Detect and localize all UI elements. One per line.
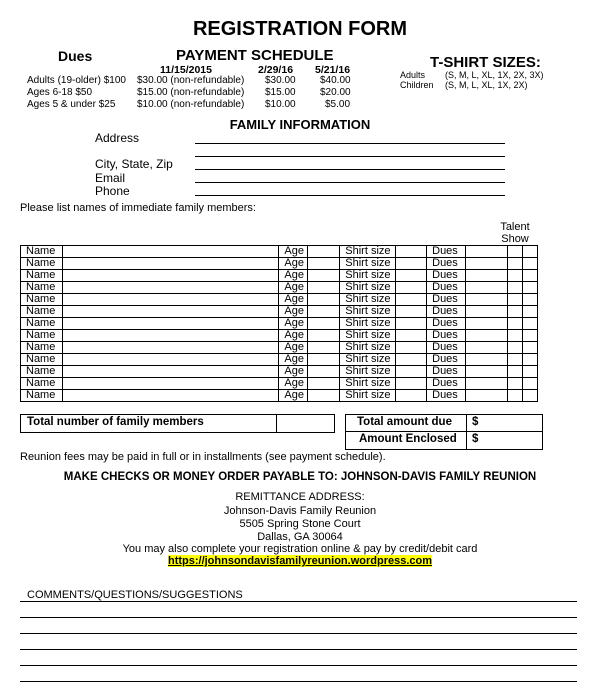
dues-label: Dues: [427, 246, 466, 258]
shirt-size-input[interactable]: [396, 342, 427, 354]
dues-label: Dues: [427, 366, 466, 378]
dues-label: Dues: [427, 258, 466, 270]
age-label: Age: [279, 270, 308, 282]
schedule-cell: $20.00: [320, 87, 351, 98]
shirt-size-input[interactable]: [396, 318, 427, 330]
name-input[interactable]: [62, 258, 278, 270]
name-label: Name: [21, 366, 63, 378]
tshirt-heading: T-SHIRT SIZES:: [430, 54, 541, 71]
talent-show-input[interactable]: [522, 318, 537, 330]
age-label: Age: [279, 390, 308, 402]
comments-line[interactable]: [20, 633, 577, 634]
dues-input[interactable]: [466, 318, 508, 330]
talent-show-input[interactable]: [507, 366, 522, 378]
name-input[interactable]: [62, 366, 278, 378]
comments-line[interactable]: [20, 617, 577, 618]
dues-input[interactable]: [466, 366, 508, 378]
name-input[interactable]: [62, 294, 278, 306]
name-input[interactable]: [62, 246, 278, 258]
table-row: [21, 318, 538, 330]
name-label: Name: [21, 378, 63, 390]
talent-show-input[interactable]: [522, 246, 537, 258]
age-input[interactable]: [308, 390, 340, 402]
talent-show-input[interactable]: [507, 354, 522, 366]
total-members-input[interactable]: [278, 415, 332, 431]
shirt-size-input[interactable]: [396, 246, 427, 258]
table-row: [21, 342, 538, 354]
name-label: Name: [21, 246, 63, 258]
shirt-size-label: Shirt size: [340, 246, 396, 258]
phone-label: Phone: [95, 184, 130, 198]
dues-label: Dues: [427, 270, 466, 282]
schedule-cell: $10.00 (non-refundable): [137, 99, 245, 110]
name-input[interactable]: [62, 270, 278, 282]
dues-row: Adults (19-older) $100: [27, 75, 126, 86]
remittance-city: Dallas, GA 30064: [257, 531, 343, 543]
talent-show-input[interactable]: [522, 306, 537, 318]
talent-show-input[interactable]: [522, 390, 537, 402]
name-input[interactable]: [62, 306, 278, 318]
table-row: [21, 282, 538, 294]
comments-line[interactable]: [20, 601, 577, 602]
dues-label: Dues: [427, 342, 466, 354]
shirt-size-label: Shirt size: [340, 318, 396, 330]
shirt-size-input[interactable]: [396, 294, 427, 306]
dues-row: Ages 6-18 $50: [27, 87, 93, 98]
age-label: Age: [279, 246, 308, 258]
dues-label: Dues: [427, 306, 466, 318]
dues-heading: Dues: [58, 48, 93, 64]
dues-input[interactable]: [466, 258, 508, 270]
shirt-size-input[interactable]: [396, 270, 427, 282]
age-input[interactable]: [308, 306, 340, 318]
name-label: Name: [21, 354, 63, 366]
shirt-size-label: Shirt size: [340, 390, 396, 402]
table-row: [21, 354, 538, 366]
city-line[interactable]: [195, 169, 505, 170]
age-label: Age: [279, 342, 308, 354]
age-input[interactable]: [308, 282, 340, 294]
dues-input[interactable]: [466, 270, 508, 282]
schedule-cell: $5.00: [325, 99, 351, 110]
remittance-heading: REMITTANCE ADDRESS:: [235, 491, 365, 503]
name-label: Name: [21, 294, 63, 306]
shirt-size-input[interactable]: [396, 354, 427, 366]
dues-input[interactable]: [466, 246, 508, 258]
age-label: Age: [279, 318, 308, 330]
table-row: [21, 246, 538, 258]
name-input[interactable]: [62, 330, 278, 342]
talent-show-input[interactable]: [522, 294, 537, 306]
name-label: Name: [21, 342, 63, 354]
age-label: Age: [279, 378, 308, 390]
age-label: Age: [279, 366, 308, 378]
table-row: [21, 366, 538, 378]
table-row: [21, 294, 538, 306]
amount-enclosed-currency[interactable]: $: [472, 433, 479, 445]
comments-line[interactable]: [20, 649, 577, 650]
shirt-size-input[interactable]: [396, 330, 427, 342]
name-label: Name: [21, 258, 63, 270]
total-members-divider: [276, 414, 277, 432]
address-line-1[interactable]: [195, 143, 505, 144]
name-label: Name: [21, 330, 63, 342]
shirt-size-input[interactable]: [396, 258, 427, 270]
talent-show-input[interactable]: [522, 354, 537, 366]
schedule-cell: $30.00: [265, 75, 296, 86]
comments-label: COMMENTS/QUESTIONS/SUGGESTIONS: [27, 589, 243, 601]
talent-show-input[interactable]: [522, 282, 537, 294]
schedule-cell: $15.00 (non-refundable): [137, 87, 245, 98]
shirt-size-label: Shirt size: [340, 258, 396, 270]
installment-note: Reunion fees may be paid in full or in installments (see payment schedule).: [20, 451, 386, 463]
shirt-size-label: Shirt size: [340, 282, 396, 294]
shirt-size-label: Shirt size: [340, 342, 396, 354]
talent-show-input[interactable]: [522, 378, 537, 390]
talent-show-input[interactable]: [507, 282, 522, 294]
comments-line[interactable]: [20, 665, 577, 666]
name-label: Name: [21, 306, 63, 318]
age-input[interactable]: [308, 366, 340, 378]
dues-label: Dues: [427, 354, 466, 366]
dues-label: Dues: [427, 378, 466, 390]
name-input[interactable]: [62, 318, 278, 330]
dues-input[interactable]: [466, 378, 508, 390]
talent-show-input[interactable]: [507, 246, 522, 258]
total-members-label: Total number of family members: [27, 416, 204, 428]
name-input[interactable]: [62, 282, 278, 294]
name-input[interactable]: [62, 354, 278, 366]
dues-input[interactable]: [466, 282, 508, 294]
amount-due-label: Total amount due: [357, 416, 452, 428]
age-input[interactable]: [308, 294, 340, 306]
totals-divider-h: [346, 431, 542, 432]
age-input[interactable]: [308, 246, 340, 258]
schedule-cell: $10.00: [265, 99, 296, 110]
age-label: Age: [279, 330, 308, 342]
talent-show-input[interactable]: [507, 318, 522, 330]
table-row: [21, 270, 538, 282]
age-label: Age: [279, 306, 308, 318]
family-info-heading: FAMILY INFORMATION: [229, 117, 371, 132]
schedule-date: 5/21/16: [315, 64, 351, 76]
talent-show-input[interactable]: [507, 294, 522, 306]
shirt-size-input[interactable]: [396, 390, 427, 402]
amount-due-currency[interactable]: $: [472, 416, 479, 428]
talent-show-input[interactable]: [507, 378, 522, 390]
age-label: Age: [279, 354, 308, 366]
payable-to: MAKE CHECKS OR MONEY ORDER PAYABLE TO: JOHNSON-DAVIS FAMILY REUNION: [63, 471, 537, 483]
dues-label: Dues: [427, 294, 466, 306]
table-row: [21, 390, 538, 402]
talent-show-input[interactable]: [507, 306, 522, 318]
age-input[interactable]: [308, 270, 340, 282]
dues-label: Dues: [427, 330, 466, 342]
members-prompt: Please list names of immediate family members:: [20, 202, 256, 214]
dues-label: Dues: [427, 282, 466, 294]
name-input[interactable]: [62, 342, 278, 354]
tshirt-group: Children: [400, 80, 434, 90]
members-table: [20, 245, 538, 402]
remittance-street: 5505 Spring Stone Court: [239, 518, 361, 530]
payment-schedule-heading: PAYMENT SCHEDULE: [176, 47, 334, 64]
table-row: [21, 378, 538, 390]
talent-show-input[interactable]: [507, 270, 522, 282]
totals-divider-v: [466, 414, 467, 449]
dues-label: Dues: [427, 318, 466, 330]
schedule-cell: $40.00: [320, 75, 351, 86]
tshirt-sizes: (S, M, L, XL, 1X, 2X): [445, 80, 528, 90]
age-label: Age: [279, 294, 308, 306]
shirt-size-label: Shirt size: [340, 354, 396, 366]
shirt-size-label: Shirt size: [340, 270, 396, 282]
name-label: Name: [21, 318, 63, 330]
schedule-cell: $30.00 (non-refundable): [137, 75, 245, 86]
comments-line[interactable]: [20, 681, 577, 682]
shirt-size-input[interactable]: [396, 306, 427, 318]
schedule-date: 11/15/2015: [160, 64, 212, 76]
talent-show-input[interactable]: [522, 342, 537, 354]
dues-input[interactable]: [466, 354, 508, 366]
talent-show-input[interactable]: [507, 330, 522, 342]
online-note: You may also complete your registration online & pay by credit/debit card: [122, 543, 478, 555]
dues-input[interactable]: [466, 330, 508, 342]
schedule-date: 2/29/16: [258, 64, 294, 76]
shirt-size-input[interactable]: [396, 366, 427, 378]
talent-show-input[interactable]: [507, 258, 522, 270]
remittance-name: Johnson-Davis Family Reunion: [223, 505, 377, 517]
talent-show-input[interactable]: [522, 270, 537, 282]
table-row: [21, 306, 538, 318]
shirt-size-input[interactable]: [396, 282, 427, 294]
age-input[interactable]: [308, 330, 340, 342]
shirt-size-label: Shirt size: [340, 330, 396, 342]
shirt-size-input[interactable]: [396, 378, 427, 390]
schedule-cell: $15.00: [265, 87, 296, 98]
table-row: [21, 330, 538, 342]
tshirt-group: Adults: [400, 70, 426, 80]
age-input[interactable]: [308, 378, 340, 390]
address-label: Address: [95, 131, 140, 145]
age-input[interactable]: [308, 318, 340, 330]
form-title: REGISTRATION FORM: [192, 18, 408, 40]
name-label: Name: [21, 282, 63, 294]
phone-line[interactable]: [195, 195, 505, 196]
shirt-size-label: Shirt size: [340, 366, 396, 378]
amount-enclosed-label: Amount Enclosed: [359, 433, 457, 445]
talent-show-input[interactable]: [507, 342, 522, 354]
age-input[interactable]: [308, 258, 340, 270]
shirt-size-label: Shirt size: [340, 294, 396, 306]
talent-show-input[interactable]: [507, 390, 522, 402]
dues-input[interactable]: [466, 294, 508, 306]
email-line[interactable]: [195, 182, 505, 183]
name-input[interactable]: [62, 390, 278, 402]
dues-label: Dues: [427, 390, 466, 402]
shirt-size-label: Shirt size: [340, 378, 396, 390]
age-input[interactable]: [308, 354, 340, 366]
talent-show-input[interactable]: [522, 258, 537, 270]
shirt-size-label: Shirt size: [340, 306, 396, 318]
name-input[interactable]: [62, 378, 278, 390]
name-label: Name: [21, 390, 63, 402]
table-row: [21, 258, 538, 270]
age-input[interactable]: [308, 342, 340, 354]
dues-row: Ages 5 & under $25: [27, 99, 116, 110]
dues-input[interactable]: [466, 390, 508, 402]
tshirt-sizes: (S, M, L, XL, 1X, 2X, 3X): [445, 70, 544, 80]
name-label: Name: [21, 270, 63, 282]
talent-show-input[interactable]: [522, 366, 537, 378]
address-line-2[interactable]: [195, 156, 505, 157]
website-row: [0, 555, 600, 567]
website-link[interactable]: https://johnsondavisfamilyreunion.wordpress.com: [167, 555, 433, 567]
dues-input[interactable]: [466, 306, 508, 318]
email-label: Email: [95, 171, 126, 185]
age-label: Age: [279, 282, 308, 294]
dues-input[interactable]: [466, 342, 508, 354]
age-label: Age: [279, 258, 308, 270]
city-label: City, State, Zip: [95, 157, 173, 171]
talent-show-header: Talent Show: [500, 221, 530, 245]
talent-show-input[interactable]: [522, 330, 537, 342]
